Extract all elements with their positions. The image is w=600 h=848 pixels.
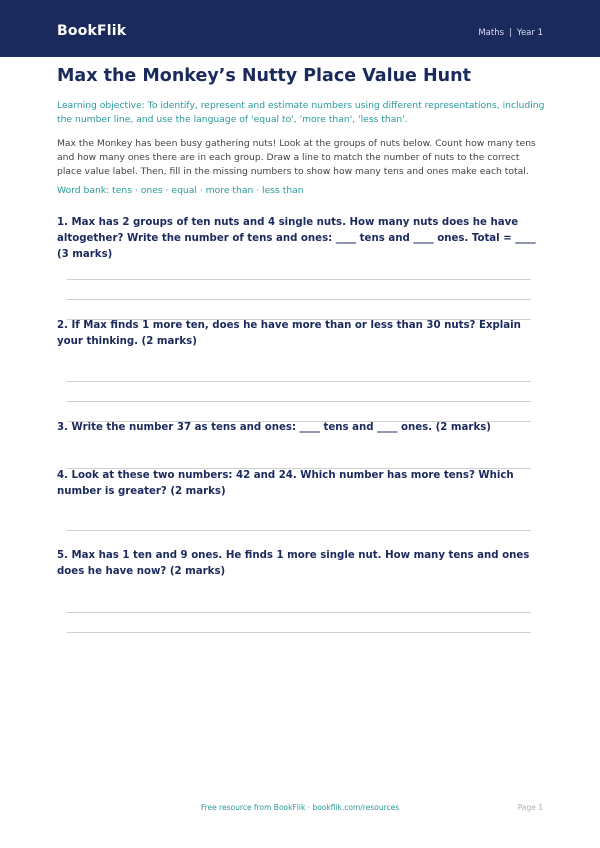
answer-line[interactable] xyxy=(67,612,531,613)
answer-line[interactable] xyxy=(67,381,531,382)
answer-line[interactable] xyxy=(67,530,531,531)
question-5: 5. Max has 1 ten and 9 ones. He finds 1 more single nut. How many tens and ones does he have now? (2 marks) xyxy=(57,550,530,577)
answer-line[interactable] xyxy=(67,401,531,402)
subject-label: Maths xyxy=(478,28,505,38)
learning-objective: Learning objective: To identify, represent and estimate numbers using different representations, including the number line, and use the language of 'equal to', 'more than', 'less than'. xyxy=(57,100,545,125)
intro-paragraph: Max the Monkey has been busy gathering nuts! Look at the groups of nuts below. Count how many tens and how many ones there are in each group. Draw a line to match the number of nuts to the correct place value label. Then, fill in the missing numbers to show how many tens and ones make each total. xyxy=(57,138,536,177)
question-4: 4. Look at these two numbers: 42 and 24. Which number has more tens? Which number is greater? (2 marks) xyxy=(57,470,514,497)
answer-line[interactable] xyxy=(67,632,531,633)
footer-text: Free resource from BookFlik · bookflik.com/resources xyxy=(200,803,400,812)
answer-line[interactable] xyxy=(67,299,531,300)
header-meta xyxy=(478,28,543,38)
worksheet-title: Max the Monkey’s Nutty Place Value Hunt xyxy=(57,66,471,86)
question-2: 2. If Max finds 1 more ten, does he have more than or less than 30 nuts? Explain your thinking. (2 marks) xyxy=(57,320,521,347)
word-bank: Word bank: tens · ones · equal · more than · less than xyxy=(57,185,304,196)
meta-separator: | xyxy=(509,28,512,38)
page-number: Page 1 xyxy=(517,803,543,812)
question-3: 3. Write the number 37 as tens and ones: ____ tens and ____ ones. (2 marks) xyxy=(57,422,491,433)
year-label: Year 1 xyxy=(516,28,543,38)
answer-line[interactable] xyxy=(67,279,531,280)
question-1: 1. Max has 2 groups of ten nuts and 4 single nuts. How many nuts does he have altogether? Write the number of tens and ones: ____ tens and ____ ones. Total = ____ (3 marks) xyxy=(57,217,536,260)
header-bar xyxy=(0,0,600,57)
brand-logo: BookFlik xyxy=(57,23,127,39)
